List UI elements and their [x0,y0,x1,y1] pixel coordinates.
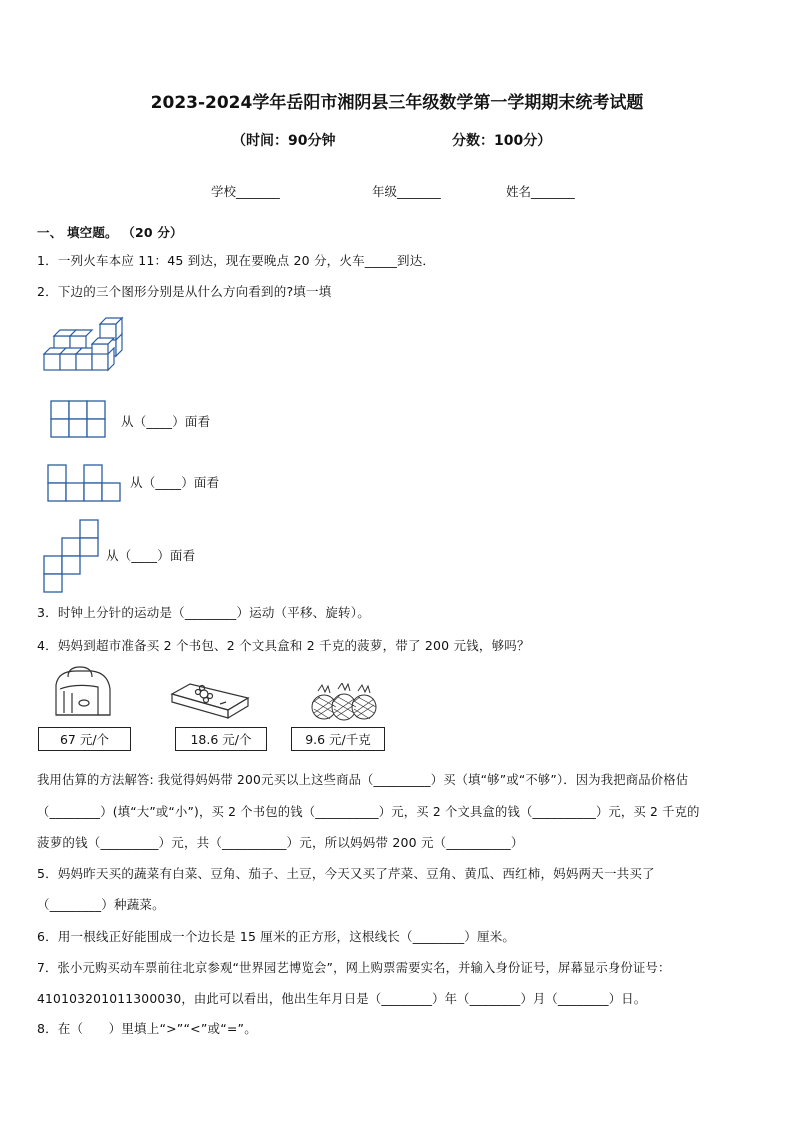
question-4-answer-line-1: 我用估算的方法解答: 我觉得妈妈带 200元买以上这些商品（_________）买（填“够”或“不够”）．因为我把商品价格估 [37,773,689,787]
question-4: 4．妈妈到超市准备买 2 个书包、2 个文具盒和 2 千克的菠萝，带了 200 元钱，够吗？ [37,638,530,653]
price-pencil-box: 18.6 元/个 [175,727,267,751]
section-heading: 一、 填空题。 （20 分） [37,225,183,240]
question-8: 8．在（ ）里填上“>”“<”或“=”。 [37,1021,257,1036]
view-label-3: 从（____）面看 [106,548,196,563]
cube-stack-figure [40,314,130,376]
question-5-line-2: （________）种蔬菜。 [37,897,165,912]
question-3: 3．时钟上分针的运动是（________）运动（平移、旋转）。 [37,605,370,620]
price-backpack: 67 元/个 [38,727,131,751]
pineapple-image [308,683,378,723]
pencil-box-image [166,680,250,720]
school-field: 学校_______ [211,184,280,199]
question-5-line-1: 5．妈妈昨天买的蔬菜有白菜、豆角、茄子、土豆，今天又买了芹菜、豆角、黄瓜、西红柿，妈妈两天一共买了 [37,866,655,881]
view-label-2: 从（____）面看 [130,475,220,490]
question-4-answer-line-2: （________）(填“大”或“小”)，买 2 个书包的钱（__________）元，买 2 个文具盒的钱（__________）元，买 2 千克的 [37,805,700,819]
view-label-1: 从（____）面看 [121,414,211,429]
exam-time: （时间：90分钟 [232,133,336,149]
question-7-line-1: 7．张小元购买动车票前往北京参观“世界园艺博览会”，网上购票需要实名，并输入身份证号，屏幕显示身份证号： [37,961,671,975]
question-6: 6．用一根线正好能围成一个边长是 15 厘米的正方形，这根线长（________）厘米。 [37,929,516,944]
question-7-line-2: 410103201011300030，由此可以看出，他出生年月日是（________）年（________）月（________）日。 [37,992,647,1006]
view-figure-3 [42,518,102,594]
view-figure-1 [50,400,108,440]
grade-field: 年级_______ [372,184,441,199]
question-2: 2．下边的三个图形分别是从什么方向看到的?填一填 [37,284,332,299]
question-4-answer-line-3: 菠萝的钱（_________）元，共（__________）元，所以妈妈带 200 元（__________） [37,835,524,850]
price-pineapple: 9.6 元/千克 [291,727,385,751]
backpack-image [46,665,116,721]
name-field: 姓名_______ [506,184,575,199]
question-1: 1．一列火车本应 11：45 到达，现在要晚点 20 分，火车_____到达． [37,253,436,268]
exam-score: 分数：100分） [452,133,552,149]
exam-title: 2023-2024学年岳阳市湘阴县三年级数学第一学期期末统考试题 [150,93,644,113]
view-figure-2 [46,463,124,503]
